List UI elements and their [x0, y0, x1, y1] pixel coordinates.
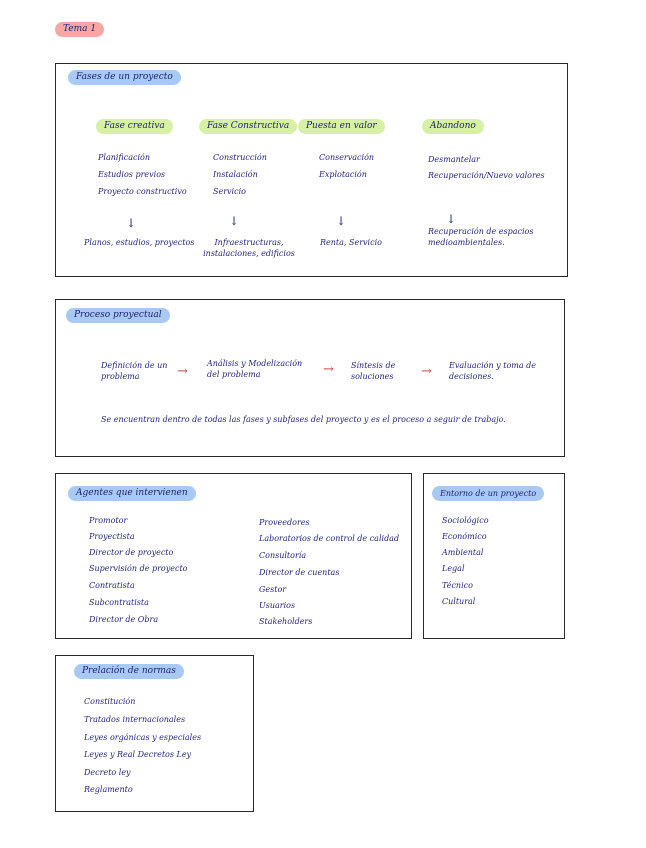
agente-item: Contratista — [89, 581, 135, 590]
prelacion-box — [55, 655, 254, 812]
down-arrow-icon: ↓ — [336, 214, 347, 228]
arrow-right-icon: → — [421, 364, 432, 379]
agente-item: Director de Obra — [89, 615, 159, 624]
creativa-result: Planos, estudios, proyectos — [84, 238, 195, 247]
norma-item: Decreto ley — [84, 768, 131, 777]
proceso-step: Definición de un problema — [101, 361, 168, 381]
fase-constructiva-header: Fase Constructiva — [199, 119, 297, 134]
constructiva-item: Construcción — [213, 153, 267, 162]
puesta-result: Renta, Servicio — [320, 238, 382, 247]
agente-item: Director de proyecto — [89, 548, 174, 557]
norma-item: Leyes y Real Decretos Ley — [84, 750, 192, 759]
proceso-box — [55, 299, 565, 457]
creativa-item: Estudios previos — [98, 170, 166, 179]
proceso-note: Se encuentran dentro de todas las fases y subfases del proyecto y es el proceso a seguir de trabajo. — [101, 415, 506, 424]
puesta-en-valor-header: Puesta en valor — [298, 119, 385, 134]
norma-item: Constitución — [84, 697, 136, 706]
entorno-item: Legal — [442, 564, 465, 573]
proceso-title: Proceso proyectual — [66, 308, 170, 323]
fases-title: Fases de un proyecto — [68, 70, 181, 85]
agente-item: Supervisión de proyecto — [89, 564, 188, 573]
constructiva-result: Infraestructuras, instalaciones, edificios — [203, 238, 295, 258]
agente-item: Proveedores — [259, 518, 310, 527]
entorno-item: Técnico — [442, 581, 473, 590]
proceso-step: Análisis y Modelización del problema — [207, 359, 303, 379]
agente-item: Proyectista — [89, 532, 135, 541]
creativa-item: Proyecto constructivo — [98, 187, 187, 196]
agente-item: Usuarios — [259, 601, 296, 610]
tema-label: Tema 1 — [55, 22, 104, 37]
agente-item: Laboratorios de control de calidad — [259, 534, 400, 543]
abandono-item: Recuperación/Nuevo valores — [428, 171, 545, 180]
down-arrow-icon: ↓ — [446, 212, 457, 226]
entorno-item: Sociológico — [442, 516, 489, 525]
norma-item: Leyes orgánicas y especiales — [84, 733, 202, 742]
proceso-step: Síntesis de soluciones — [351, 361, 396, 381]
agentes-title: Agentes que intervienen — [68, 486, 196, 501]
constructiva-item: Instalación — [213, 170, 258, 179]
creativa-item: Planificación — [98, 153, 151, 162]
down-arrow-icon: ↓ — [229, 214, 240, 228]
agentes-box — [55, 473, 412, 639]
prelacion-title: Prelación de normas — [74, 664, 184, 679]
entorno-box — [423, 473, 565, 639]
entorno-title: Entorno de un proyecto — [432, 486, 544, 501]
entorno-item: Cultural — [442, 597, 476, 606]
agente-item: Director de cuentas — [259, 568, 340, 577]
agente-item: Stakeholders — [259, 617, 313, 626]
agente-item: Subcontratista — [89, 598, 149, 607]
puesta-item: Conservación — [319, 153, 375, 162]
arrow-right-icon: → — [323, 362, 334, 377]
agente-item: Consultoría — [259, 551, 307, 560]
norma-item: Tratados internacionales — [84, 715, 186, 724]
proceso-step: Evaluación y toma de decisiones. — [449, 361, 537, 381]
norma-item: Reglamento — [84, 785, 133, 794]
arrow-right-icon: → — [177, 364, 188, 379]
abandono-header: Abandono — [422, 119, 484, 134]
fases-box — [55, 63, 568, 277]
abandono-item: Desmantelar — [428, 155, 480, 164]
puesta-item: Explotación — [319, 170, 367, 179]
constructiva-item: Servicio — [213, 187, 246, 196]
entorno-item: Económico — [442, 532, 487, 541]
agente-item: Gestor — [259, 585, 287, 594]
entorno-item: Ambiental — [442, 548, 484, 557]
down-arrow-icon: ↓ — [126, 216, 137, 230]
agente-item: Promotor — [89, 516, 128, 525]
abandono-result: Recuperación de espacios medioambientales. — [428, 227, 534, 247]
fase-creativa-header: Fase creativa — [96, 119, 173, 134]
